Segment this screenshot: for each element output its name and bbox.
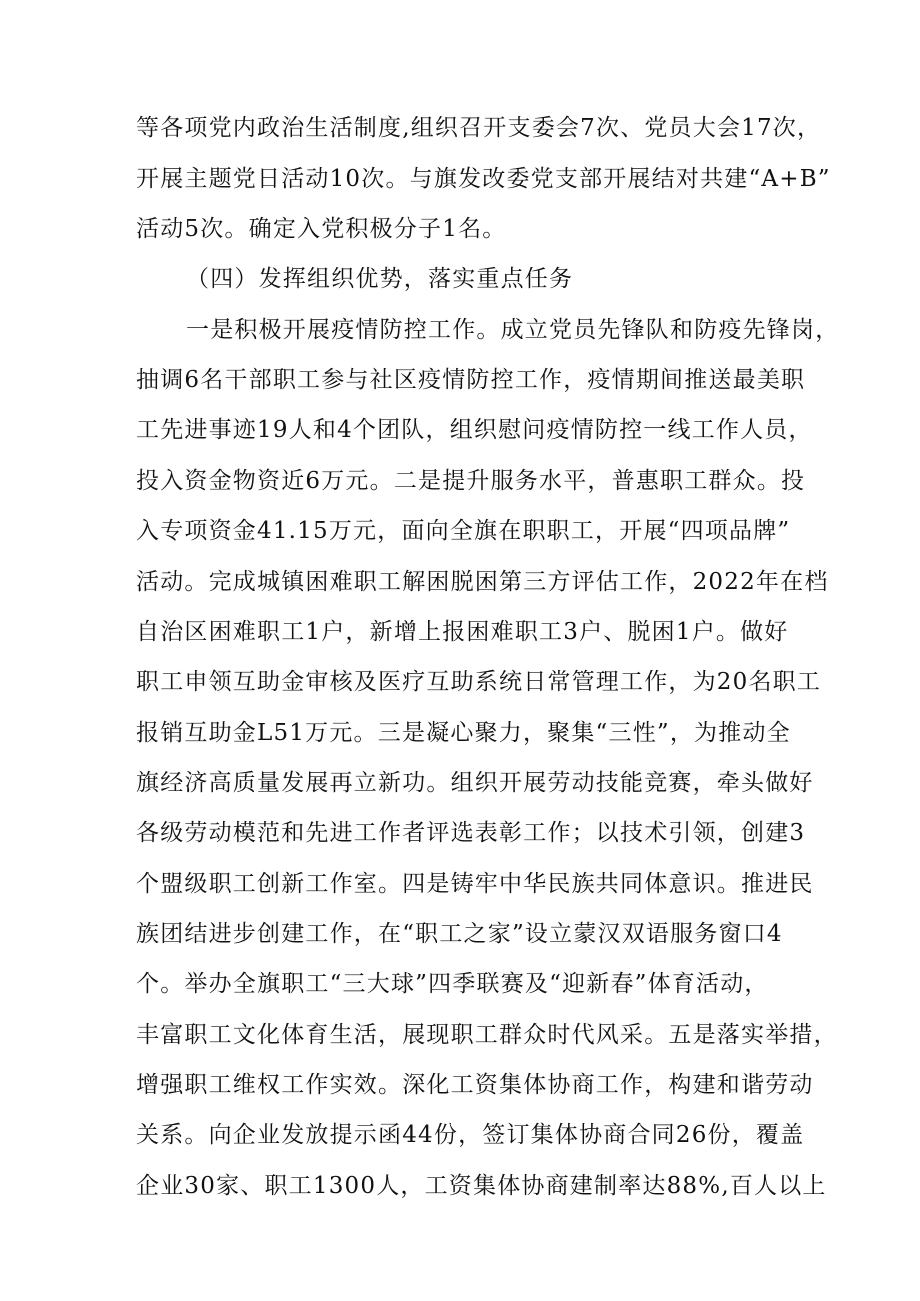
text-line-19: 丰富职工文化体育生活，展现职工群众时代风采。五是落实举措， (136, 1022, 838, 1048)
text-line-7: 工先进事迹19人和4个团队，组织慰问疫情防控一线工作人员， (136, 417, 813, 443)
text-line-15: 各级劳动模范和先进工作者评选表彰工作；以技术引领，创建3 (136, 820, 806, 846)
text-line-3: 活动5次。确定入党积极分子1名。 (136, 216, 507, 242)
text-line-12: 职工申领互助金审核及医疗互助系统日常管理工作，为20名职工 (136, 669, 822, 695)
text-line-5: 一是积极开展疫情防控工作。成立党员先锋队和防疫先锋岗， (186, 317, 840, 343)
text-line-22: 企业30家、职工1300人，工资集体协商建制率达88%,百人以上 (136, 1173, 827, 1199)
text-line-10: 活动。完成城镇困难职工解困脱困第三方评估工作，2022年在档 (136, 569, 829, 595)
text-line-14: 旗经济高质量发展再立新功。组织开展劳动技能竞赛，牵头做好 (136, 770, 814, 796)
text-line-16: 个盟级职工创新工作室。四是铸牢中华民族共同体意识。推进民 (136, 871, 814, 897)
text-line-18: 个。举办全旗职工“三大球”四季联赛及“迎新春”体育活动， (136, 971, 769, 997)
text-line-9: 入专项资金41.15万元，面向全旗在职职工，开展“四项品牌” (136, 518, 791, 544)
text-line-13: 报销互助金L51万元。三是凝心聚力，聚集“三性”，为推动全 (136, 720, 791, 746)
text-line-6: 抽调6名干部职工参与社区疫情防控工作，疫情期间推送最美职 (136, 367, 806, 393)
text-line-1: 等各项党内政治生活制度,组织召开支委会7次、党员大会17次， (136, 115, 822, 141)
text-line-17: 族团结进步创建工作，在“职工之家”设立蒙汉双语服务窗口4 (136, 921, 783, 947)
text-line-8: 投入资金物资近6万元。二是提升服务水平，普惠职工群众。投 (136, 468, 806, 494)
text-line-20: 增强职工维权工作实效。深化工资集体协商工作，构建和谐劳动 (136, 1072, 814, 1098)
text-line-21: 关系。向企业发放提示函44份，签订集体协商合同26份，覆盖 (136, 1122, 805, 1148)
section-heading: （四）发挥组织优势，落实重点任务 (186, 266, 574, 292)
text-line-2: 开展主题党日活动10次。与旗发改委党支部开展结对共建“A+B” (136, 166, 831, 192)
text-line-11: 自治区困难职工1户，新增上报困难职工3户、脱困1户。做好 (136, 619, 789, 645)
